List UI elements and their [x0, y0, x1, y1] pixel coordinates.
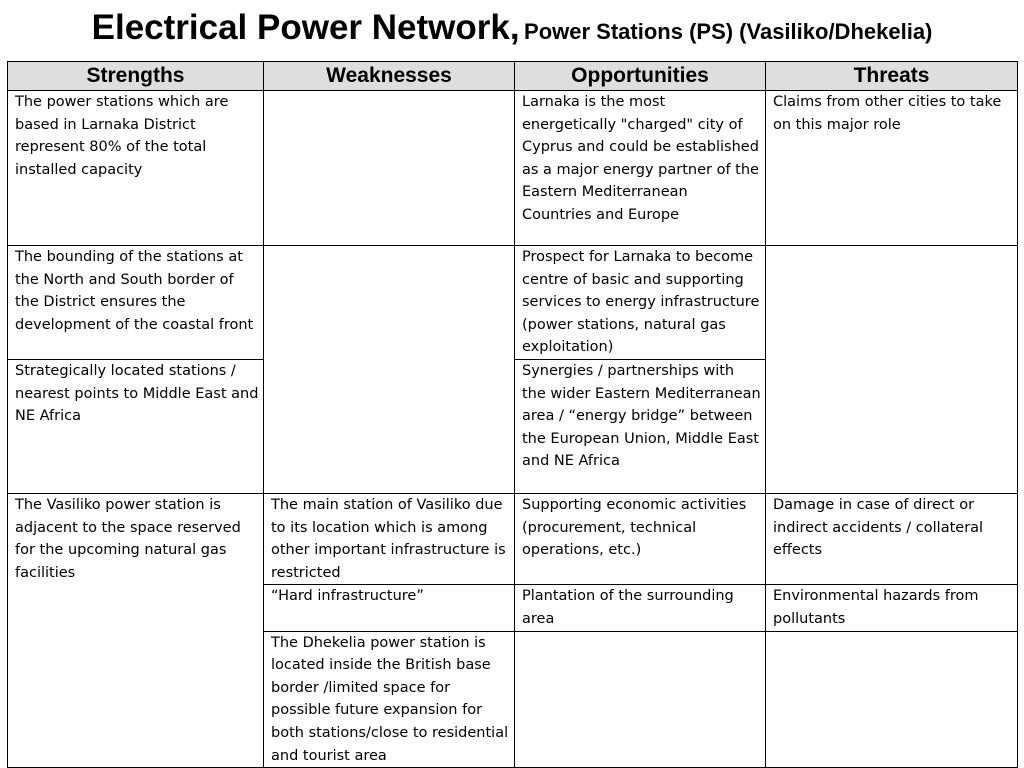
swot-table — [7, 61, 1018, 768]
weakness-cell: The Dhekelia power station is located inside the British base border /limited space for possible future expansion for both stations/close to residential and tourist area — [264, 631, 515, 768]
weakness-cell: “Hard infrastructure” — [264, 585, 515, 631]
opportunity-cell: Synergies / partnerships with the wider Eastern Mediterranean area / “energy bridge” between the European Union, Middle East and NE Africa — [515, 359, 766, 493]
opportunity-cell: Supporting economic activities (procurement, technical operations, etc.) — [515, 493, 766, 584]
title-subtitle: Power Stations (PS) (Vasiliko/Dhekelia) — [524, 19, 933, 44]
strength-cell: Strategically located stations / nearest points to Middle East and NE Africa — [8, 359, 264, 493]
table-row — [8, 246, 1018, 360]
opportunity-cell: Larnaka is the most energetically "charged" city of Cyprus and could be established as a major energy partner of the Eastern Mediterranean Countries and Europe — [515, 91, 766, 246]
strength-cell: The power stations which are based in Larnaka District represent 80% of the total installed capacity — [8, 91, 264, 246]
threat-cell: Environmental hazards from pollutants — [766, 585, 1018, 631]
header-row — [8, 62, 1018, 91]
header-threats: Threats — [766, 62, 1018, 91]
opportunity-cell: Plantation of the surrounding area — [515, 585, 766, 631]
opportunity-cell: Prospect for Larnaka to become centre of basic and supporting services to energy infrastructure (power stations, natural gas exploitation) — [515, 246, 766, 360]
title-main: Electrical Power Network, — [91, 8, 520, 47]
weakness-cell — [264, 91, 515, 246]
threat-cell: Damage in case of direct or indirect accidents / collateral effects — [766, 493, 1018, 584]
table-row — [8, 91, 1018, 246]
table-row — [8, 493, 1018, 584]
weakness-cell: The main station of Vasiliko due to its location which is among other important infrastructure is restricted — [264, 493, 515, 584]
header-strengths: Strengths — [8, 62, 264, 91]
threat-cell — [766, 631, 1018, 768]
threat-cell: Claims from other cities to take on this major role — [766, 91, 1018, 246]
strength-cell: The bounding of the stations at the North and South border of the District ensures the development of the coastal front — [8, 246, 264, 360]
weakness-cell — [264, 246, 515, 494]
opportunity-cell — [515, 631, 766, 768]
threat-cell — [766, 246, 1018, 494]
header-weaknesses: Weaknesses — [264, 62, 515, 91]
strength-cell: The Vasiliko power station is adjacent to the space reserved for the upcoming natural gas facilities — [8, 493, 264, 767]
page-title — [0, 8, 1024, 48]
header-opportunities: Opportunities — [515, 62, 766, 91]
